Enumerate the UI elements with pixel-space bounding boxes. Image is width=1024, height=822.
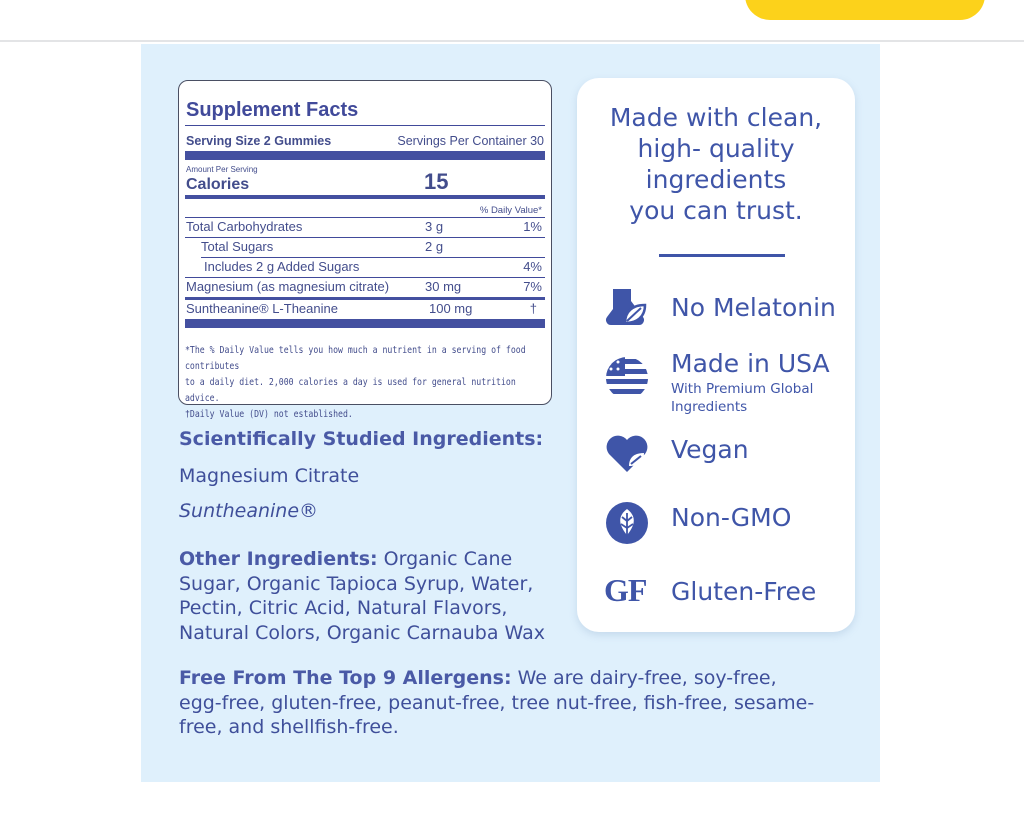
footnote-line: to a daily diet. 2,000 calories a day is used for general nutrition advice.	[185, 377, 516, 404]
row-amount: 2 g	[425, 239, 444, 254]
daily-value-header: % Daily Value*	[479, 205, 542, 216]
row-name: Includes 2 g Added Sugars	[204, 259, 360, 274]
supplement-facts-label	[178, 80, 552, 420]
card-divider	[659, 254, 785, 257]
facts-rule	[185, 237, 545, 238]
row-name: Suntheanine® L-Theanine	[186, 301, 338, 316]
row-dv: 7%	[523, 279, 542, 294]
allergen-statement	[179, 666, 819, 740]
facts-rule	[201, 257, 545, 258]
allergen-label: Free From The Top 9 Allergens:	[179, 667, 512, 689]
row-dv: †	[529, 301, 537, 316]
ingredient-item: Magnesium Citrate	[179, 465, 360, 487]
calories-value: 15	[424, 169, 449, 194]
row-amount: 3 g	[425, 219, 444, 234]
row-name: Magnesium (as magnesium citrate)	[186, 279, 390, 294]
amount-per-serving: Amount Per Serving	[186, 165, 258, 174]
row-amount: 100 mg	[429, 301, 473, 316]
gf-icon: GF	[604, 572, 647, 608]
studied-ingredients-heading: Scientifically Studied Ingredients:	[179, 428, 544, 450]
servings-per-container: Servings Per Container 30	[397, 134, 544, 148]
facts-thick-bar	[185, 151, 545, 160]
ingredient-item: Suntheanine®	[179, 500, 319, 522]
serving-size: Serving Size 2 Gummies	[186, 134, 332, 148]
card-title-line: high- quality	[637, 134, 795, 163]
us-flag-icon	[603, 354, 651, 402]
card-title-line: ingredients	[645, 165, 787, 194]
card-title-line: Made with clean,	[609, 103, 823, 132]
feature-label: Vegan	[671, 435, 749, 464]
facts-rule	[185, 125, 545, 126]
header-action-button[interactable]	[745, 0, 985, 20]
heart-leaf-icon	[603, 430, 651, 478]
feature-label: Made in USA	[671, 349, 830, 378]
facts-rule	[185, 217, 545, 218]
footnote-line: *The % Daily Value tells you how much a nutrient in a serving of food contributes	[185, 345, 526, 372]
calories-label: Calories	[186, 176, 250, 193]
row-name: Total Carbohydrates	[186, 219, 303, 234]
flask-leaf-icon	[603, 283, 651, 331]
allergen-text: We are dairy-free, soy-free, egg-free, gluten-free, peanut-free, tree nut-free, fish-free, sesame-free, and shellfish-free.	[179, 667, 815, 738]
row-dv: 1%	[523, 219, 542, 234]
facts-thick-bar	[185, 319, 545, 328]
feature-label: Gluten-Free	[671, 577, 817, 606]
features-card	[577, 78, 855, 632]
facts-rule	[185, 277, 545, 278]
feature-sublabel: With Premium Global Ingredients	[671, 381, 814, 415]
card-title	[577, 102, 855, 226]
facts-footnote	[185, 343, 546, 423]
facts-rule-thick	[185, 297, 545, 300]
row-amount: 30 mg	[425, 279, 462, 294]
leaf-badge-icon	[603, 499, 651, 547]
footnote-line: †Daily Value (DV) not established.	[185, 409, 353, 420]
card-title-line: you can trust.	[629, 196, 803, 225]
feature-label: Non-GMO	[671, 503, 792, 532]
other-ingredients-text: Organic Cane Sugar, Organic Tapioca Syrup, Water, Pectin, Citric Acid, Natural Flavors, Natural Colors, Organic Carnauba Wax	[179, 548, 545, 644]
facts-medium-bar	[185, 195, 545, 199]
top-bar	[0, 0, 1024, 42]
facts-title: Supplement Facts	[186, 99, 359, 121]
row-dv: 4%	[523, 259, 542, 274]
feature-label: No Melatonin	[671, 293, 836, 322]
other-ingredients-label: Other Ingredients:	[179, 548, 378, 570]
row-name: Total Sugars	[201, 239, 274, 254]
other-ingredients	[179, 547, 559, 645]
